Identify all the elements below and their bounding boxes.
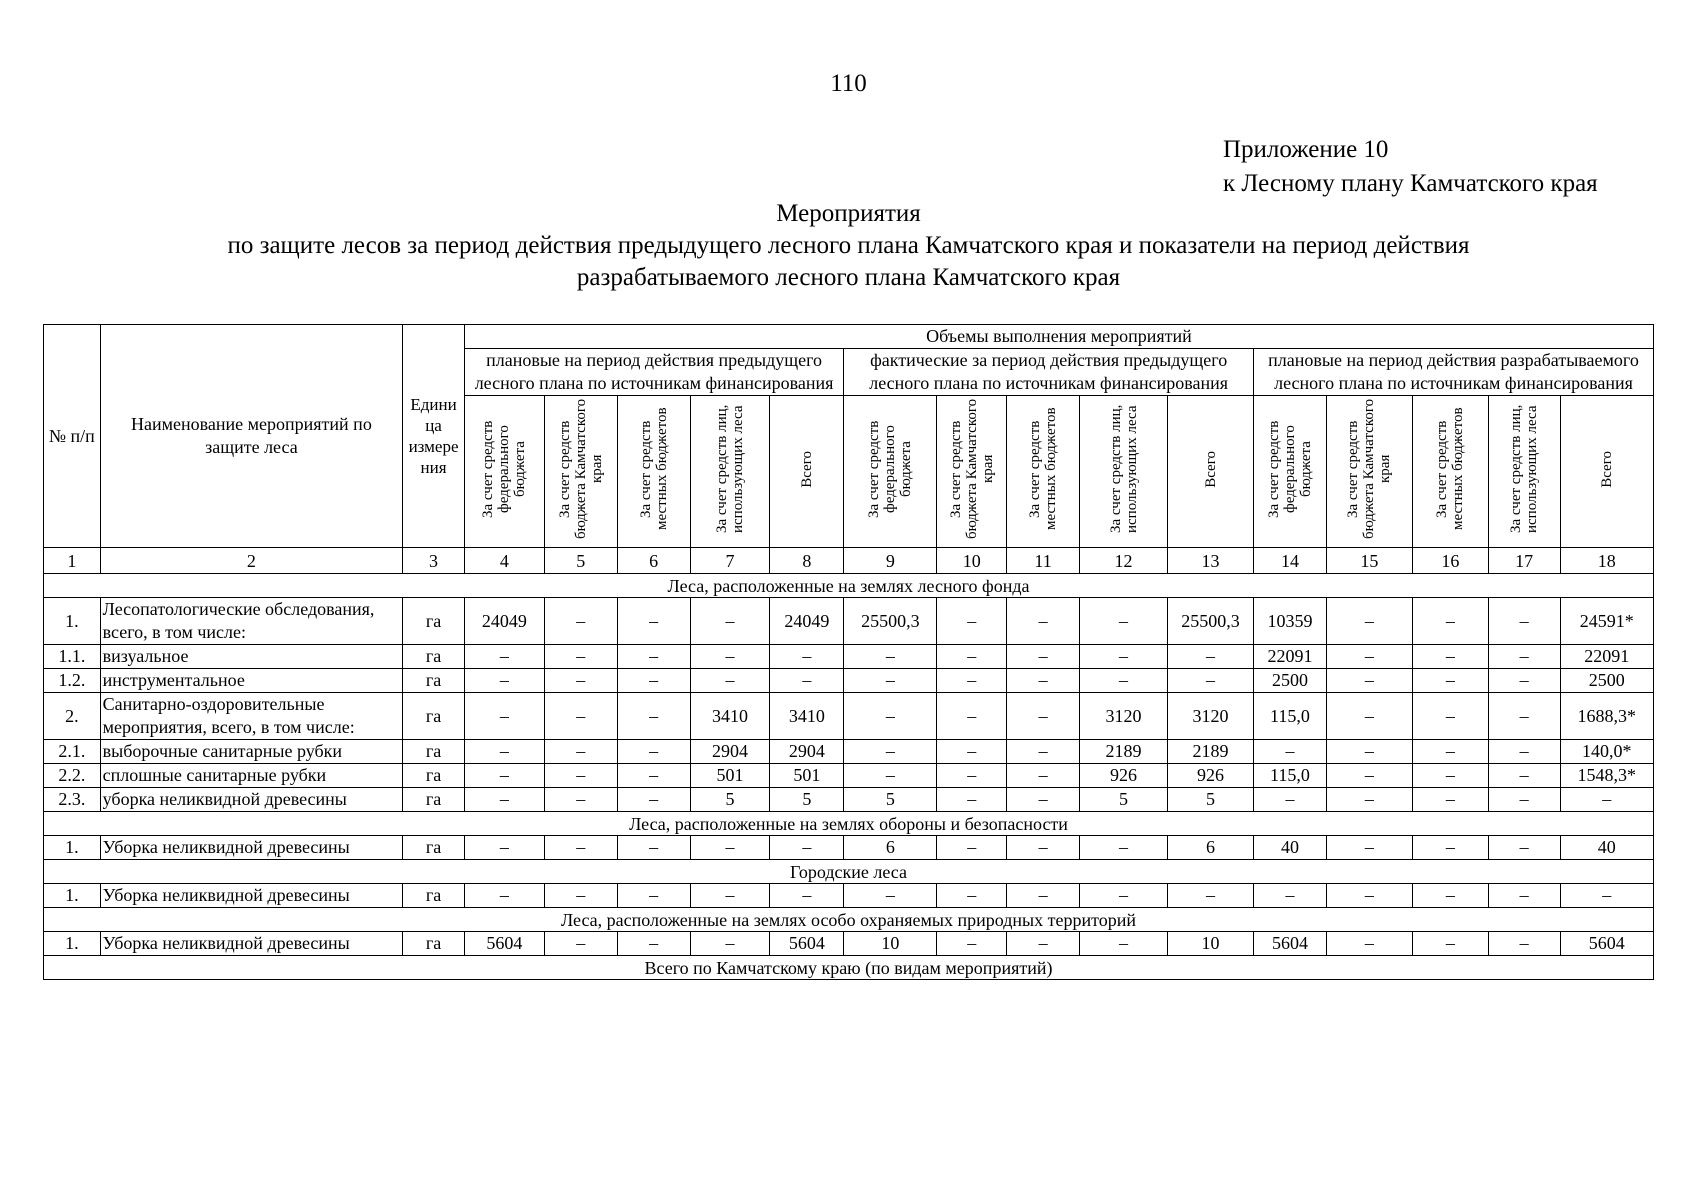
table-row <box>44 788 1654 812</box>
row-value: – <box>1007 788 1080 812</box>
row-value: – <box>1326 645 1412 669</box>
row-value: – <box>617 693 690 740</box>
row-value: – <box>464 884 544 908</box>
row-value: – <box>544 669 617 693</box>
row-value: – <box>1560 788 1653 812</box>
row-value: 5 <box>1080 788 1168 812</box>
subheader-label: За счет средств лиц, использующих леса <box>1107 404 1140 534</box>
forest-protection-table <box>43 324 1654 980</box>
table-row <box>44 598 1654 645</box>
row-value: – <box>1007 598 1080 645</box>
row-number: 2.1. <box>44 740 101 764</box>
row-value: – <box>1412 740 1488 764</box>
row-value: – <box>464 645 544 669</box>
row-value: 5604 <box>1254 932 1327 956</box>
row-value: – <box>617 764 690 788</box>
row-value: – <box>617 740 690 764</box>
row-value: – <box>1560 884 1653 908</box>
section-header-row <box>44 908 1654 932</box>
row-value: – <box>844 669 937 693</box>
row-unit: га <box>403 693 465 740</box>
row-value: – <box>1412 932 1488 956</box>
row-value: – <box>617 884 690 908</box>
row-value: 10359 <box>1254 598 1327 645</box>
row-value: – <box>1488 645 1560 669</box>
row-unit: га <box>403 932 465 956</box>
row-value: – <box>690 836 770 860</box>
subheader-16 <box>1412 396 1488 548</box>
title-line-1: Мероприятия <box>776 200 921 227</box>
column-number: 4 <box>464 548 544 574</box>
subheader-label: За счет средств бюджета Камчатского края <box>1345 398 1394 540</box>
row-unit: га <box>403 788 465 812</box>
row-value: – <box>544 598 617 645</box>
column-number: 16 <box>1412 548 1488 574</box>
row-value: 5604 <box>464 932 544 956</box>
row-value: – <box>770 884 844 908</box>
subheader-6 <box>617 396 690 548</box>
row-name: визуальное <box>100 645 403 669</box>
row-value: – <box>937 884 1007 908</box>
title-line-3: разрабатываемого лесного плана Камчатского края <box>576 264 1121 291</box>
row-value: 1548,3* <box>1560 764 1653 788</box>
subheader-label: За счет средств федерального бюджета <box>1265 420 1314 518</box>
row-value: – <box>937 836 1007 860</box>
row-name: Уборка неликвидной древесины <box>100 932 403 956</box>
row-value: 5 <box>1168 788 1254 812</box>
row-value: – <box>1326 740 1412 764</box>
subheader-label: Всего <box>798 450 815 488</box>
column-number: 8 <box>770 548 844 574</box>
row-value: 40 <box>1560 836 1653 860</box>
section-header-row <box>44 956 1654 980</box>
subheader-label: За счет средств федерального бюджета <box>480 420 529 518</box>
row-value: – <box>464 669 544 693</box>
subheader-label: За счет средств местных бюджетов <box>1027 407 1060 531</box>
row-value: – <box>544 884 617 908</box>
row-value: – <box>1080 598 1168 645</box>
row-value: – <box>690 669 770 693</box>
appendix-note <box>1223 133 1598 201</box>
table-row <box>44 740 1654 764</box>
row-value: – <box>1412 598 1488 645</box>
row-value: – <box>1488 693 1560 740</box>
row-name: Уборка неликвидной древесины <box>100 884 403 908</box>
row-value: – <box>464 740 544 764</box>
section-title: Леса, расположенные на землях лесного фонда <box>44 574 1654 598</box>
row-value: – <box>1254 884 1327 908</box>
row-value: 5604 <box>770 932 844 956</box>
column-number: 12 <box>1080 548 1168 574</box>
subheader-label: За счет средств бюджета Камчатского края <box>947 398 996 540</box>
row-value: 3120 <box>1168 693 1254 740</box>
subheader-label: За счет средств федерального бюджета <box>866 420 915 518</box>
row-value: 24049 <box>464 598 544 645</box>
row-value: – <box>1412 836 1488 860</box>
row-value: 3410 <box>690 693 770 740</box>
row-value: – <box>617 836 690 860</box>
row-value: 5604 <box>1560 932 1653 956</box>
row-number: 1.1. <box>44 645 101 669</box>
row-number: 1.2. <box>44 669 101 693</box>
column-number: 11 <box>1007 548 1080 574</box>
row-value: – <box>617 645 690 669</box>
subheader-label: За счет средств лиц, использующих леса <box>713 404 746 534</box>
table-row <box>44 884 1654 908</box>
column-number: 3 <box>403 548 465 574</box>
row-value: 24591* <box>1560 598 1653 645</box>
row-value: – <box>1080 669 1168 693</box>
table-row <box>44 836 1654 860</box>
row-value: – <box>1412 788 1488 812</box>
subheader-18 <box>1560 396 1653 548</box>
row-value: 115,0 <box>1254 693 1327 740</box>
subheader-10 <box>937 396 1007 548</box>
row-value: – <box>544 740 617 764</box>
row-value: 926 <box>1168 764 1254 788</box>
row-value: – <box>937 788 1007 812</box>
table-row <box>44 764 1654 788</box>
row-value: – <box>1007 740 1080 764</box>
subheader-label: За счет средств лиц, использующих леса <box>1508 404 1541 534</box>
row-value: – <box>937 669 1007 693</box>
subheader-4 <box>464 396 544 548</box>
header-name: Наименование мероприятий по защите леса <box>100 325 403 548</box>
row-value: – <box>544 788 617 812</box>
row-value: – <box>1168 884 1254 908</box>
appendix-line-2: к Лесному плану Камчатского края <box>1223 170 1598 197</box>
row-value: – <box>937 764 1007 788</box>
row-value: – <box>464 693 544 740</box>
row-value: – <box>1488 932 1560 956</box>
row-unit: га <box>403 836 465 860</box>
row-unit: га <box>403 598 465 645</box>
row-value: 24049 <box>770 598 844 645</box>
subheader-9 <box>844 396 937 548</box>
column-number: 5 <box>544 548 617 574</box>
row-value: – <box>1412 645 1488 669</box>
section-header-row <box>44 812 1654 836</box>
row-value: – <box>617 788 690 812</box>
header-unit: Едини ца измере ния <box>403 325 465 548</box>
section-title: Всего по Камчатскому краю (по видам мероприятий) <box>44 956 1654 980</box>
row-value: – <box>1326 669 1412 693</box>
row-value: – <box>844 740 937 764</box>
row-value: – <box>1326 836 1412 860</box>
subheader-8 <box>770 396 844 548</box>
row-value: 5 <box>770 788 844 812</box>
row-value: – <box>1007 693 1080 740</box>
row-value: – <box>1326 788 1412 812</box>
row-unit: га <box>403 884 465 908</box>
row-value: – <box>464 836 544 860</box>
row-value: 22091 <box>1254 645 1327 669</box>
row-value: – <box>937 645 1007 669</box>
row-value: – <box>1488 788 1560 812</box>
row-name: инструментальное <box>100 669 403 693</box>
row-name: уборка неликвидной древесины <box>100 788 403 812</box>
row-number: 1. <box>44 932 101 956</box>
row-value: 25500,3 <box>1168 598 1254 645</box>
row-value: – <box>937 932 1007 956</box>
row-value: – <box>690 884 770 908</box>
row-value: – <box>1488 836 1560 860</box>
row-value: 3120 <box>1080 693 1168 740</box>
row-value: – <box>690 598 770 645</box>
row-value: 2189 <box>1168 740 1254 764</box>
row-value: – <box>1412 764 1488 788</box>
row-value: – <box>1326 932 1412 956</box>
row-value: – <box>1168 669 1254 693</box>
row-value: – <box>770 669 844 693</box>
row-value: – <box>844 693 937 740</box>
column-number: 14 <box>1254 548 1327 574</box>
subheader-12 <box>1080 396 1168 548</box>
subheader-15 <box>1326 396 1412 548</box>
row-number: 2.3. <box>44 788 101 812</box>
row-value: 115,0 <box>1254 764 1327 788</box>
row-value: – <box>1168 645 1254 669</box>
row-value: – <box>1080 884 1168 908</box>
row-value: – <box>1254 788 1327 812</box>
row-value: – <box>1080 836 1168 860</box>
header-num: № п/п <box>44 325 101 548</box>
section-title: Городские леса <box>44 860 1654 884</box>
row-value: – <box>1080 645 1168 669</box>
table-row <box>44 693 1654 740</box>
row-name: выборочные санитарные рубки <box>100 740 403 764</box>
column-number: 2 <box>100 548 403 574</box>
row-value: – <box>1488 884 1560 908</box>
row-value: – <box>544 764 617 788</box>
row-value: 1688,3* <box>1560 693 1653 740</box>
row-value: – <box>1412 884 1488 908</box>
header-volumes: Объемы выполнения мероприятий <box>464 325 1653 349</box>
row-value: – <box>617 932 690 956</box>
row-name: Санитарно-оздоровительные мероприятия, всего, в том числе: <box>100 693 403 740</box>
page-number: 110 <box>830 70 867 97</box>
row-value: – <box>844 645 937 669</box>
section-header-row <box>44 860 1654 884</box>
row-number: 1. <box>44 598 101 645</box>
row-value: 40 <box>1254 836 1327 860</box>
subheader-label: За счет средств бюджета Камчатского края <box>556 398 605 540</box>
table-row <box>44 669 1654 693</box>
table-row <box>44 645 1654 669</box>
row-unit: га <box>403 669 465 693</box>
subheader-13 <box>1168 396 1254 548</box>
column-number: 10 <box>937 548 1007 574</box>
subheader-7 <box>690 396 770 548</box>
row-value: – <box>1007 764 1080 788</box>
row-value: – <box>1326 693 1412 740</box>
column-number: 9 <box>844 548 937 574</box>
subheader-17 <box>1488 396 1560 548</box>
row-value: 2904 <box>690 740 770 764</box>
subheader-label: За счет средств местных бюджетов <box>1434 407 1467 531</box>
row-value: – <box>937 740 1007 764</box>
row-value: 501 <box>690 764 770 788</box>
row-name: Уборка неликвидной древесины <box>100 836 403 860</box>
header-group-planned-previous: плановые на период действия предыдущего лесного плана по источникам финансирования <box>464 349 843 396</box>
column-number: 17 <box>1488 548 1560 574</box>
subheader-label: За счет средств местных бюджетов <box>637 407 670 531</box>
row-value: – <box>544 836 617 860</box>
row-value: 926 <box>1080 764 1168 788</box>
subheader-14 <box>1254 396 1327 548</box>
row-value: – <box>1007 932 1080 956</box>
row-value: – <box>544 932 617 956</box>
column-number: 15 <box>1326 548 1412 574</box>
row-value: 2904 <box>770 740 844 764</box>
header-group-planned-new: плановые на период действия разрабатываемого лесного плана по источникам финансирования <box>1254 349 1654 396</box>
document-title <box>0 198 1697 294</box>
row-number: 1. <box>44 884 101 908</box>
row-value: 22091 <box>1560 645 1653 669</box>
column-number: 1 <box>44 548 101 574</box>
row-value: – <box>544 693 617 740</box>
row-value: 5 <box>690 788 770 812</box>
row-unit: га <box>403 764 465 788</box>
column-number: 18 <box>1560 548 1653 574</box>
row-value: – <box>1412 693 1488 740</box>
row-name: Лесопатологические обследования, всего, в том числе: <box>100 598 403 645</box>
row-value: – <box>844 884 937 908</box>
row-number: 2. <box>44 693 101 740</box>
row-value: – <box>1007 884 1080 908</box>
row-value: – <box>544 645 617 669</box>
row-value: – <box>617 598 690 645</box>
row-value: – <box>1488 669 1560 693</box>
row-value: – <box>770 645 844 669</box>
row-value: 3410 <box>770 693 844 740</box>
subheader-5 <box>544 396 617 548</box>
row-value: – <box>690 645 770 669</box>
row-value: – <box>1254 740 1327 764</box>
row-value: – <box>1326 764 1412 788</box>
row-value: – <box>1488 598 1560 645</box>
column-number: 6 <box>617 548 690 574</box>
row-value: – <box>1007 645 1080 669</box>
row-value: – <box>1326 884 1412 908</box>
row-value: – <box>1488 764 1560 788</box>
row-value: 25500,3 <box>844 598 937 645</box>
subheader-11 <box>1007 396 1080 548</box>
subheader-label: Всего <box>1598 450 1615 488</box>
table-row <box>44 932 1654 956</box>
column-number: 7 <box>690 548 770 574</box>
row-value: – <box>1007 669 1080 693</box>
row-value: – <box>1080 932 1168 956</box>
row-value: 6 <box>844 836 937 860</box>
section-title: Леса, расположенные на землях особо охраняемых природных территорий <box>44 908 1654 932</box>
row-name: сплошные санитарные рубки <box>100 764 403 788</box>
subheader-label: Всего <box>1202 450 1219 488</box>
row-value: – <box>770 836 844 860</box>
section-title: Леса, расположенные на землях обороны и безопасности <box>44 812 1654 836</box>
row-value: 2500 <box>1254 669 1327 693</box>
appendix-line-1: Приложение 10 <box>1223 136 1389 163</box>
title-line-2: по защите лесов за период действия предыдущего лесного плана Камчатского края и показатели на период действия <box>227 232 1470 259</box>
row-value: 10 <box>844 932 937 956</box>
row-value: – <box>844 764 937 788</box>
header-group-actual-previous: фактические за период действия предыдущего лесного плана по источникам финансирования <box>844 349 1254 396</box>
row-value: – <box>690 932 770 956</box>
row-value: 501 <box>770 764 844 788</box>
row-value: – <box>937 598 1007 645</box>
row-value: 10 <box>1168 932 1254 956</box>
row-value: – <box>1412 669 1488 693</box>
row-unit: га <box>403 740 465 764</box>
row-value: – <box>1007 836 1080 860</box>
row-number: 2.2. <box>44 764 101 788</box>
row-value: 140,0* <box>1560 740 1653 764</box>
row-value: 2189 <box>1080 740 1168 764</box>
row-value: – <box>617 669 690 693</box>
row-value: 2500 <box>1560 669 1653 693</box>
row-unit: га <box>403 645 465 669</box>
row-number: 1. <box>44 836 101 860</box>
row-value: – <box>464 764 544 788</box>
row-value: – <box>937 693 1007 740</box>
row-value: – <box>464 788 544 812</box>
column-number: 13 <box>1168 548 1254 574</box>
row-value: – <box>1488 740 1560 764</box>
section-header-row <box>44 574 1654 598</box>
row-value: 6 <box>1168 836 1254 860</box>
row-value: – <box>1326 598 1412 645</box>
row-value: 5 <box>844 788 937 812</box>
